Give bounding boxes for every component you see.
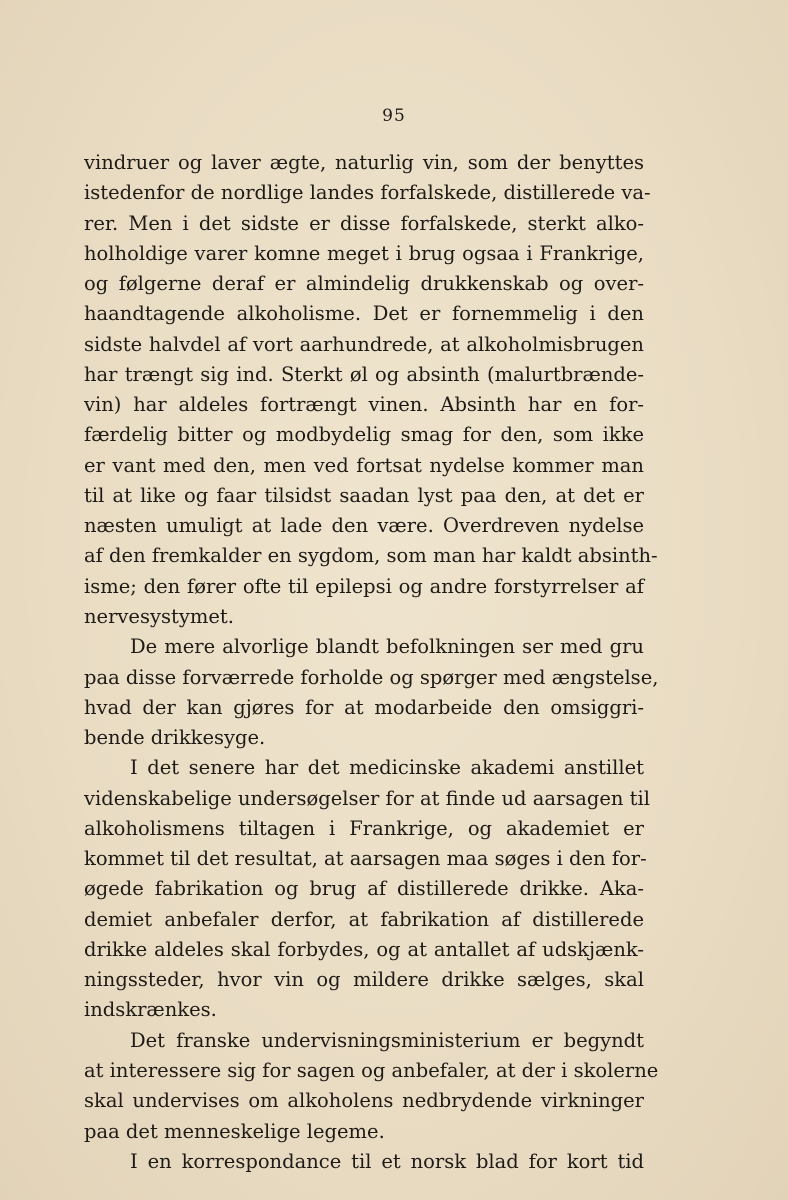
page-number: 95	[382, 106, 406, 126]
text-line: vindruer og laver ægte, naturlig vin, som der benyttes	[84, 151, 644, 174]
text-line: videnskabelige undersøgelser for at finde ud aarsagen til	[84, 786, 650, 810]
text-line: paa det menneskelige legeme.	[84, 1119, 385, 1143]
text-line: I det senere har det medicinske akademi anstillet	[130, 756, 644, 780]
text-line: sidste halvdel af vort aarhundrede, at alkoholmisbrugen	[84, 332, 644, 356]
text-line: næsten umuligt at lade den være. Overdreven nydelse	[84, 514, 644, 538]
text-line: vin) har aldeles fortrængt vinen. Absinth har en for-	[84, 393, 644, 417]
text-line: istedenfor de nordlige landes forfalskede, distillerede va-	[84, 181, 651, 205]
text-line: drikke aldeles skal forbydes, og at antallet af udskjænk-	[84, 937, 644, 961]
text-line: indskrænkes.	[84, 998, 217, 1022]
text-line: kommet til det resultat, at aarsagen maa søges i den for-	[84, 847, 647, 871]
text-line: I en korrespondance til et norsk blad for kort tid	[130, 1149, 644, 1173]
text-line: er vant med den, men ved fortsat nydelse kommer man	[84, 453, 644, 477]
text-line: isme; den fører ofte til epilepsi og andre forstyrrelser af	[84, 574, 644, 598]
text-line: af den fremkalder en sygdom, som man har kaldt absinth-	[84, 544, 658, 568]
text-line: til at like og faar tilsidst saadan lyst paa den, at det er	[84, 483, 644, 507]
text-line: har trængt sig ind. Sterkt øl og absinth (malurtbrænde-	[84, 362, 644, 386]
text-line: De mere alvorlige blandt befolkningen ser med gru	[130, 635, 644, 659]
text-line: nervesystymet.	[84, 604, 234, 628]
text-line: rer. Men i det sidste er disse forfalskede, sterkt alko-	[84, 211, 644, 235]
text-line: øgede fabrikation og brug af distillerede drikke. Aka-	[84, 877, 644, 901]
text-line: demiet anbefaler derfor, at fabrikation af distillerede	[84, 907, 644, 931]
text-line: hvad der kan gjøres for at modarbeide den omsiggri-	[84, 695, 644, 719]
body-text	[84, 148, 659, 1177]
text-line: at interessere sig for sagen og anbefaler, at der i skolerne	[84, 1058, 659, 1082]
text-line: holholdige varer komne meget i brug ogsaa i Frankrige,	[84, 241, 644, 265]
text-line: skal undervises om alkoholens nedbrydende virkninger	[84, 1089, 644, 1113]
text-line: bende drikkesyge.	[84, 726, 266, 750]
text-line: paa disse forværrede forholde og spørger med ængstelse,	[84, 665, 659, 689]
text-line: ningssteder, hvor vin og mildere drikke sælges, skal	[84, 968, 644, 992]
text-line: haandtagende alkoholisme. Det er fornemmelig i den	[84, 302, 644, 326]
text-line: alkoholismens tiltagen i Frankrige, og akademiet er	[84, 816, 644, 840]
text-line: færdelig bitter og modbydelig smag for den, som ikke	[84, 423, 644, 447]
text-line: og følgerne deraf er almindelig drukkenskab og over-	[84, 272, 644, 296]
text-line: Det franske undervisningsministerium er begyndt	[130, 1028, 644, 1052]
